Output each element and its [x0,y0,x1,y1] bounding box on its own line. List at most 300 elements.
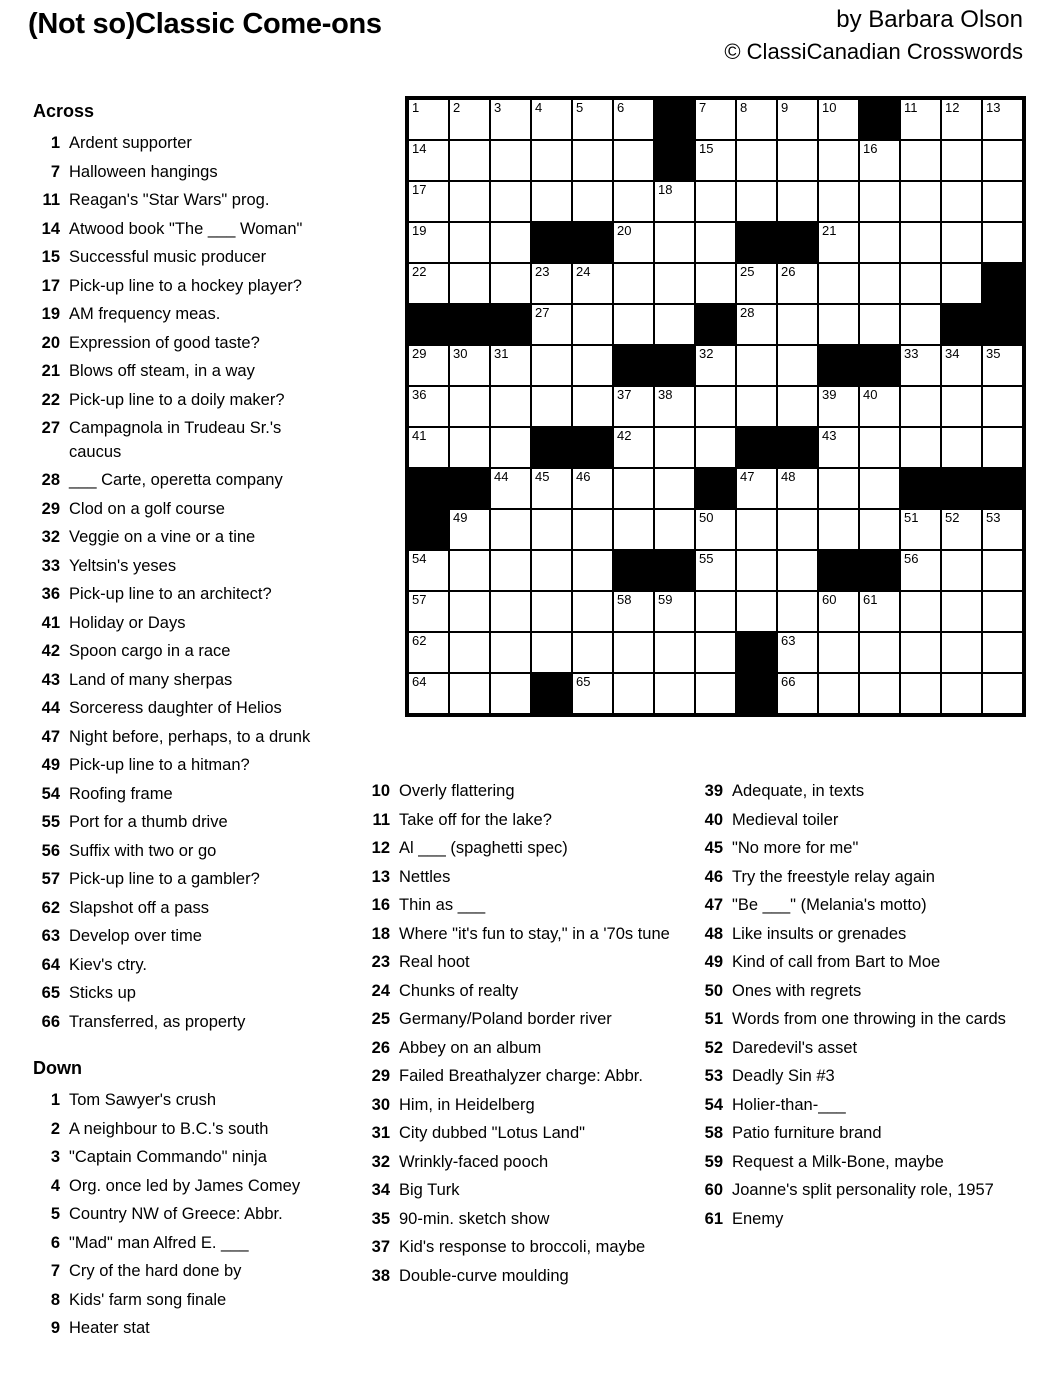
clue-number: 27 [41,419,60,437]
grid-cell[interactable] [572,140,613,181]
grid-cell[interactable] [982,222,1023,263]
grid-cell[interactable] [777,345,818,386]
grid-cell[interactable] [818,263,859,304]
down-clue-list-1 [33,1089,381,1341]
grid-cell[interactable] [941,345,982,386]
grid-cell[interactable] [941,263,982,304]
cell-number: 59 [658,592,673,607]
clue-number: 51 [704,1010,723,1028]
grid-cell[interactable] [408,550,449,591]
black-cell [695,304,736,345]
grid-cell[interactable] [736,181,777,222]
grid-cell[interactable] [654,591,695,632]
clue-item [33,389,381,413]
grid-cell[interactable] [941,427,982,468]
grid-cell[interactable] [490,550,531,591]
grid-cell[interactable] [449,427,490,468]
clue-number: 38 [371,1266,390,1285]
cell-number: 35 [986,346,1001,361]
cell-number: 25 [740,264,755,279]
grid-cell[interactable] [654,304,695,345]
grid-cell[interactable] [900,222,941,263]
grid-cell[interactable] [982,427,1023,468]
clue-number: 5 [50,1205,60,1223]
clue-text: Suffix with two or go [69,841,217,860]
grid-cell[interactable] [777,673,818,714]
grid-cell[interactable] [695,427,736,468]
grid-cell[interactable] [695,181,736,222]
grid-cell[interactable] [531,468,572,509]
clue-number: 11 [372,810,390,829]
grid-cell[interactable] [736,99,777,140]
grid-cell[interactable] [531,345,572,386]
grid-cell[interactable] [408,263,449,304]
grid-cell[interactable] [490,99,531,140]
clue-text: Kid's response to broccoli, maybe [399,1238,646,1256]
grid-cell[interactable] [613,427,654,468]
grid-cell[interactable] [572,386,613,427]
cell-number: 33 [904,346,919,361]
grid-cell[interactable] [613,263,654,304]
grid-cell[interactable] [982,140,1023,181]
clue-text: Ones with regrets [732,981,862,1000]
grid-cell[interactable] [777,140,818,181]
grid-cell[interactable] [654,263,695,304]
grid-cell[interactable] [490,345,531,386]
grid-cell[interactable] [490,673,531,714]
clue-number: 53 [704,1067,723,1085]
clue-item [33,275,381,299]
clue-text: Real hoot [399,953,470,971]
grid-cell[interactable] [695,345,736,386]
grid-cell[interactable] [654,386,695,427]
grid-cell[interactable] [859,673,900,714]
grid-cell[interactable] [818,140,859,181]
clue-number: 57 [41,870,60,888]
grid-cell[interactable] [941,509,982,550]
grid-cell[interactable] [941,550,982,591]
grid-cell[interactable] [490,468,531,509]
cell-number: 58 [617,592,632,607]
cell-number: 6 [617,100,625,115]
grid-cell[interactable] [613,509,654,550]
cell-number: 8 [740,100,748,115]
grid-cell[interactable] [818,99,859,140]
black-cell [654,345,695,386]
clue-number: 30 [371,1095,390,1114]
clue-text: Pick-up line to a gambler? [69,870,260,888]
grid-cell[interactable] [654,632,695,673]
black-cell [777,222,818,263]
clue-text: Org. once led by James Comey [69,1176,301,1195]
grid-cell[interactable] [818,591,859,632]
black-cell [941,468,982,509]
grid-cell[interactable] [941,181,982,222]
clue-text: 90-min. sketch show [399,1209,550,1228]
grid-cell[interactable] [859,468,900,509]
grid-cell[interactable] [818,509,859,550]
clue-text: Daredevil's asset [732,1038,858,1057]
grid-cell[interactable] [777,304,818,345]
clue-number: 10 [371,782,390,800]
clue-number: 2 [50,1119,60,1138]
grid-cell[interactable] [490,591,531,632]
grid-cell[interactable] [982,673,1023,714]
clue-number: 66 [41,1012,60,1031]
grid-cell[interactable] [982,345,1023,386]
grid-cell[interactable] [736,345,777,386]
grid-cell[interactable] [859,222,900,263]
grid-cell[interactable] [695,99,736,140]
grid-cell[interactable] [941,591,982,632]
black-cell [490,304,531,345]
grid-cell[interactable] [982,99,1023,140]
clue-text: Transferred, as property [69,1012,246,1031]
grid-cell[interactable] [941,99,982,140]
grid-cell[interactable] [900,304,941,345]
clue-item [33,360,381,384]
clue-item [33,697,381,721]
grid-cell[interactable] [449,632,490,673]
clue-number: 44 [41,699,60,717]
grid-cell[interactable] [695,632,736,673]
grid-cell[interactable] [818,304,859,345]
grid-cell[interactable] [900,427,941,468]
grid-cell[interactable] [900,632,941,673]
clue-text: Double-curve moulding [399,1266,569,1285]
grid-cell[interactable] [777,550,818,591]
grid-cell[interactable] [613,591,654,632]
clue-number: 17 [41,276,60,295]
clue-item [33,332,381,356]
clue-number: 40 [704,810,723,829]
grid-cell[interactable] [654,468,695,509]
clue-text: Pick-up line to an architect? [69,585,272,603]
grid-cell[interactable] [777,509,818,550]
cell-number: 31 [494,346,509,361]
grid-cell[interactable] [490,632,531,673]
clue-number: 43 [41,670,60,689]
down-header: Down [33,1058,82,1078]
grid-cell[interactable] [531,304,572,345]
black-cell [982,468,1023,509]
grid-cell[interactable] [449,140,490,181]
clue-text: "No more for me" [732,839,859,857]
grid-cell[interactable] [449,591,490,632]
grid-cell[interactable] [531,181,572,222]
grid-cell[interactable] [449,386,490,427]
grid-cell[interactable] [572,468,613,509]
grid-cell[interactable] [900,673,941,714]
grid-cell[interactable] [777,632,818,673]
grid-cell[interactable] [572,509,613,550]
clue-number: 32 [371,1152,390,1171]
clue-item [33,526,381,550]
grid-cell[interactable] [900,140,941,181]
grid-cell[interactable] [572,591,613,632]
grid-cell[interactable] [859,304,900,345]
grid-cell[interactable] [408,140,449,181]
grid-cell[interactable] [613,304,654,345]
grid-cell[interactable] [449,263,490,304]
cell-number: 36 [412,387,427,402]
clue-text: Pick-up line to a hockey player? [69,276,302,295]
clue-number: 1 [50,1091,60,1109]
grid-cell[interactable] [941,386,982,427]
grid-cell[interactable] [982,386,1023,427]
grid-cell[interactable] [818,222,859,263]
grid-cell[interactable] [490,263,531,304]
grid-cell[interactable] [695,140,736,181]
grid-cell[interactable] [449,222,490,263]
grid-cell[interactable] [859,427,900,468]
grid-cell[interactable] [572,345,613,386]
grid-cell[interactable] [859,509,900,550]
grid-cell[interactable] [818,468,859,509]
grid-cell[interactable] [613,99,654,140]
clue-item [33,840,381,864]
clue-number: 41 [41,613,60,632]
grid-cell[interactable] [408,345,449,386]
grid-cell[interactable] [818,632,859,673]
grid-cell[interactable] [736,304,777,345]
grid-cell[interactable] [736,509,777,550]
cell-number: 22 [412,264,427,279]
grid-cell[interactable] [695,673,736,714]
grid-cell[interactable] [490,181,531,222]
clue-item [33,469,381,493]
clue-item [33,1260,381,1284]
grid-cell[interactable] [941,673,982,714]
grid-cell[interactable] [695,509,736,550]
grid-cell[interactable] [736,591,777,632]
grid-cell[interactable] [777,591,818,632]
grid-cell[interactable] [900,181,941,222]
grid-cell[interactable] [531,632,572,673]
grid-cell[interactable] [777,386,818,427]
black-cell [859,345,900,386]
grid-cell[interactable] [941,140,982,181]
grid-cell[interactable] [654,181,695,222]
clue-item [696,1094,1038,1118]
clue-text: Overly flattering [399,782,515,800]
grid-cell[interactable] [572,181,613,222]
down-clue-list-3 [696,780,1038,1231]
grid-cell[interactable] [531,99,572,140]
grid-cell[interactable] [572,304,613,345]
grid-cell[interactable] [613,386,654,427]
clue-text: Cry of the hard done by [69,1262,242,1280]
grid-cell[interactable] [818,673,859,714]
grid-cell[interactable] [900,509,941,550]
grid-cell[interactable] [818,427,859,468]
grid-cell[interactable] [982,550,1023,591]
clue-text: "Captain Commando" ninja [69,1148,267,1166]
clue-text: Heater stat [69,1319,150,1337]
clue-number: 36 [41,585,60,603]
cell-number: 48 [781,469,796,484]
clue-item [33,417,381,464]
clue-number: 46 [704,867,723,886]
grid-cell[interactable] [449,99,490,140]
grid-cell[interactable] [818,181,859,222]
cell-number: 49 [453,510,468,525]
clue-text: Campagnola in Trudeau Sr.'s caucus [69,419,282,461]
grid-cell[interactable] [408,386,449,427]
grid-cell[interactable] [818,386,859,427]
cell-number: 19 [412,223,427,238]
black-cell [408,304,449,345]
grid-cell[interactable] [736,550,777,591]
clue-text: Clod on a golf course [69,499,225,518]
grid-cell[interactable] [449,181,490,222]
grid-cell[interactable] [654,427,695,468]
grid-cell[interactable] [900,386,941,427]
clue-item [696,894,1038,918]
grid-cell[interactable] [449,673,490,714]
clue-number: 21 [41,362,60,380]
grid-cell[interactable] [572,673,613,714]
cell-number: 15 [699,141,714,156]
clue-number: 45 [704,839,723,857]
grid-cell[interactable] [449,550,490,591]
clue-text: Expression of good taste? [69,333,260,352]
clue-text: Sorceress daughter of Helios [69,699,282,717]
grid-cell[interactable] [490,427,531,468]
cell-number: 18 [658,182,673,197]
clue-text: Yeltsin's yeses [69,556,177,575]
black-cell [736,673,777,714]
grid-cell[interactable] [859,386,900,427]
grid-cell[interactable] [531,550,572,591]
grid-cell[interactable] [531,263,572,304]
grid-cell[interactable] [777,263,818,304]
clue-text: Veggie on a vine or a tine [69,528,256,546]
grid-cell[interactable] [900,591,941,632]
grid-cell[interactable] [613,140,654,181]
grid-cell[interactable] [654,222,695,263]
grid-cell[interactable] [982,181,1023,222]
grid-cell[interactable] [572,550,613,591]
clue-item [33,640,381,664]
black-cell [572,427,613,468]
grid-cell[interactable] [695,222,736,263]
grid-cell[interactable] [859,632,900,673]
cell-number: 60 [822,592,837,607]
grid-cell[interactable] [408,591,449,632]
clue-text: "Mad" man Alfred E. ___ [69,1233,249,1252]
clue-number: 54 [41,784,60,803]
grid-cell[interactable] [859,263,900,304]
clue-item [363,866,691,890]
grid-cell[interactable] [695,263,736,304]
grid-cell[interactable] [613,181,654,222]
grid-cell[interactable] [572,632,613,673]
grid-cell[interactable] [900,345,941,386]
black-cell [900,468,941,509]
grid-cell[interactable] [408,673,449,714]
clue-number: 47 [41,727,60,746]
grid-cell[interactable] [408,222,449,263]
grid-cell[interactable] [695,386,736,427]
cell-number: 61 [863,592,878,607]
grid-cell[interactable] [449,509,490,550]
grid-cell[interactable] [859,140,900,181]
grid-cell[interactable] [695,591,736,632]
grid-cell[interactable] [777,181,818,222]
cell-number: 3 [494,100,502,115]
grid-cell[interactable] [613,673,654,714]
black-cell [531,673,572,714]
grid-cell[interactable] [695,550,736,591]
clue-item [33,754,381,778]
grid-cell[interactable] [531,140,572,181]
grid-cell[interactable] [613,468,654,509]
black-cell [408,468,449,509]
grid-cell[interactable] [982,509,1023,550]
right-clue-column [696,780,1038,1236]
grid-cell[interactable] [531,509,572,550]
grid-cell[interactable] [572,99,613,140]
page-title: (Not so)Classic Come-ons [28,8,382,40]
black-cell [777,427,818,468]
clue-number: 39 [704,782,723,800]
grid-cell[interactable] [531,386,572,427]
grid-cell[interactable] [900,99,941,140]
grid-cell[interactable] [490,140,531,181]
grid-cell[interactable] [900,263,941,304]
clue-item [696,1037,1038,1061]
grid-cell[interactable] [982,591,1023,632]
grid-cell[interactable] [777,468,818,509]
black-cell [613,550,654,591]
grid-cell[interactable] [490,386,531,427]
grid-cell[interactable] [736,140,777,181]
grid-cell[interactable] [613,632,654,673]
grid-cell[interactable] [900,550,941,591]
grid-cell[interactable] [736,386,777,427]
grid-cell[interactable] [654,509,695,550]
grid-cell[interactable] [490,222,531,263]
grid-cell[interactable] [408,427,449,468]
clue-number: 61 [704,1209,723,1228]
grid-cell[interactable] [859,591,900,632]
grid-cell[interactable] [490,509,531,550]
grid-cell[interactable] [982,632,1023,673]
grid-cell[interactable] [736,468,777,509]
grid-cell[interactable] [941,222,982,263]
grid-cell[interactable] [531,591,572,632]
clue-text: AM frequency meas. [69,305,221,323]
grid-cell[interactable] [736,263,777,304]
grid-cell[interactable] [572,263,613,304]
clue-number: 49 [41,756,60,774]
clue-item [696,866,1038,890]
clue-number: 58 [704,1124,723,1142]
grid-cell[interactable] [859,181,900,222]
grid-cell[interactable] [613,222,654,263]
cell-number: 56 [904,551,919,566]
grid-cell[interactable] [941,632,982,673]
clue-item [363,1265,691,1289]
grid-cell[interactable] [408,99,449,140]
grid-cell[interactable] [777,99,818,140]
grid-cell[interactable] [654,673,695,714]
clue-text: Roofing frame [69,784,173,803]
grid-cell[interactable] [408,181,449,222]
grid-cell[interactable] [449,345,490,386]
grid-cell[interactable] [408,632,449,673]
